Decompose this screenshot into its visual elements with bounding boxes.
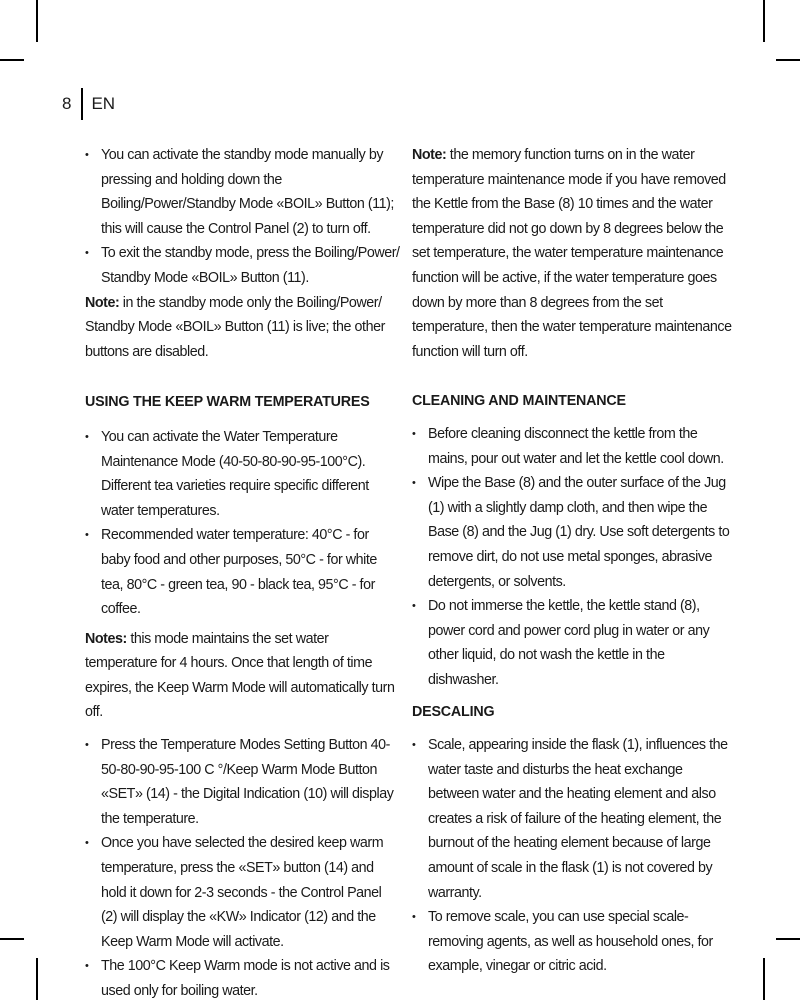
crop-mark-bottom-right-horizontal [776, 938, 800, 940]
standby-note [85, 291, 400, 365]
list-item: • Do not immerse the kettle, the kettle stand (8), power cord and power cord plug in water or any other liquid, do not wash the kettle in the dishwasher. [412, 594, 732, 692]
page-header [62, 88, 115, 120]
crop-mark-top-right-horizontal [776, 59, 800, 61]
list-item: • Once you have selected the desired keep warm temperature, press the «SET» button (14) and hold it down for 2-3 seconds - the Control Panel (2) will display the «KW» Indicator (12) and the Keep Warm Mode will activate. [85, 831, 400, 954]
left-column [85, 143, 400, 1004]
crop-mark-top-left-vertical [36, 0, 38, 42]
descaling-list [412, 733, 732, 979]
keep-warm-notes [85, 627, 400, 725]
list-item: • Recommended water temperature: 40°C - for baby food and other purposes, 50°C - for white tea, 80°C - green tea, 90 - black tea, 95°C - for coffee. [85, 523, 400, 621]
list-item: • The 100°C Keep Warm mode is not active and is used only for boiling water. [85, 954, 400, 1003]
crop-mark-top-left-horizontal [0, 59, 24, 61]
page-number: 8 [62, 94, 72, 113]
language-label: EN [91, 94, 116, 113]
crop-mark-bottom-right-vertical [763, 958, 765, 1000]
note-text: the memory function turns on in the water temperature maintenance mode if you have removed the Kettle from the Base (8) 10 times and the water temperature did not go down by 8 degrees below the set temperature, the water temperature maintenance function will be active, if the water temperature goes down by more than 8 degrees from the set temperature, then the water temperature maintenance function will turn off. [412, 147, 732, 360]
crop-mark-top-right-vertical [763, 0, 765, 42]
right-column [412, 143, 732, 979]
memory-note [412, 143, 732, 364]
note-label: Note: [85, 294, 120, 311]
list-item: • You can activate the standby mode manually by pressing and holding down the Boiling/Power/Standby Mode «BOIL» Button (11); this will cause the Control Panel (2) to turn off. [85, 143, 400, 241]
list-item: • To exit the standby mode, press the Boiling/Power/ Standby Mode «BOIL» Button (11). [85, 241, 400, 290]
notes-text: this mode maintains the set water temperature for 4 hours. Once that length of time expires, the Keep Warm Mode will automatically turn off. [85, 630, 395, 721]
descaling-heading: DESCALING [412, 704, 495, 721]
keep-warm-heading: USING THE KEEP WARM TEMPERATURES [85, 394, 370, 411]
list-item: • Before cleaning disconnect the kettle from the mains, pour out water and let the kettle cool down. [412, 422, 732, 471]
notes-label: Notes: [85, 630, 127, 647]
cleaning-heading: CLEANING AND MAINTENANCE [412, 393, 626, 410]
standby-list [85, 143, 400, 291]
list-item: • To remove scale, you can use special scale-removing agents, as well as household ones, for example, vinegar or citric acid. [412, 905, 732, 979]
header-divider [81, 88, 83, 120]
setting-list [85, 733, 400, 1004]
note-label: Note: [412, 147, 447, 163]
list-item: • You can activate the Water Temperature Maintenance Mode (40-50-80-90-95-100°C). Different tea varieties require specific different water temperatures. [85, 425, 400, 523]
list-item: • Press the Temperature Modes Setting Button 40-50-80-90-95-100 C °/Keep Warm Mode Button «SET» (14) - the Digital Indication (10) will display the temperature. [85, 733, 400, 831]
crop-mark-bottom-left-vertical [36, 958, 38, 1000]
list-item: • Scale, appearing inside the flask (1), influences the water taste and disturbs the heat exchange between water and the heating element and also creates a risk of failure of the heating element, the burnout of the heating element because of large amount of scale in the flask (1) is not covered by warranty. [412, 733, 732, 905]
note-text: in the standby mode only the Boiling/Power/ Standby Mode «BOIL» Button (11) is live; the other buttons are disabled. [85, 294, 385, 360]
keep-warm-list [85, 425, 400, 622]
list-item: • Wipe the Base (8) and the outer surface of the Jug (1) with a slightly damp cloth, and then wipe the Base (8) and the Jug (1) dry. Use soft detergents to remove dirt, do not use metal sponges, abrasive detergents, or solvents. [412, 471, 732, 594]
crop-mark-bottom-left-horizontal [0, 938, 24, 940]
cleaning-list [412, 422, 732, 693]
